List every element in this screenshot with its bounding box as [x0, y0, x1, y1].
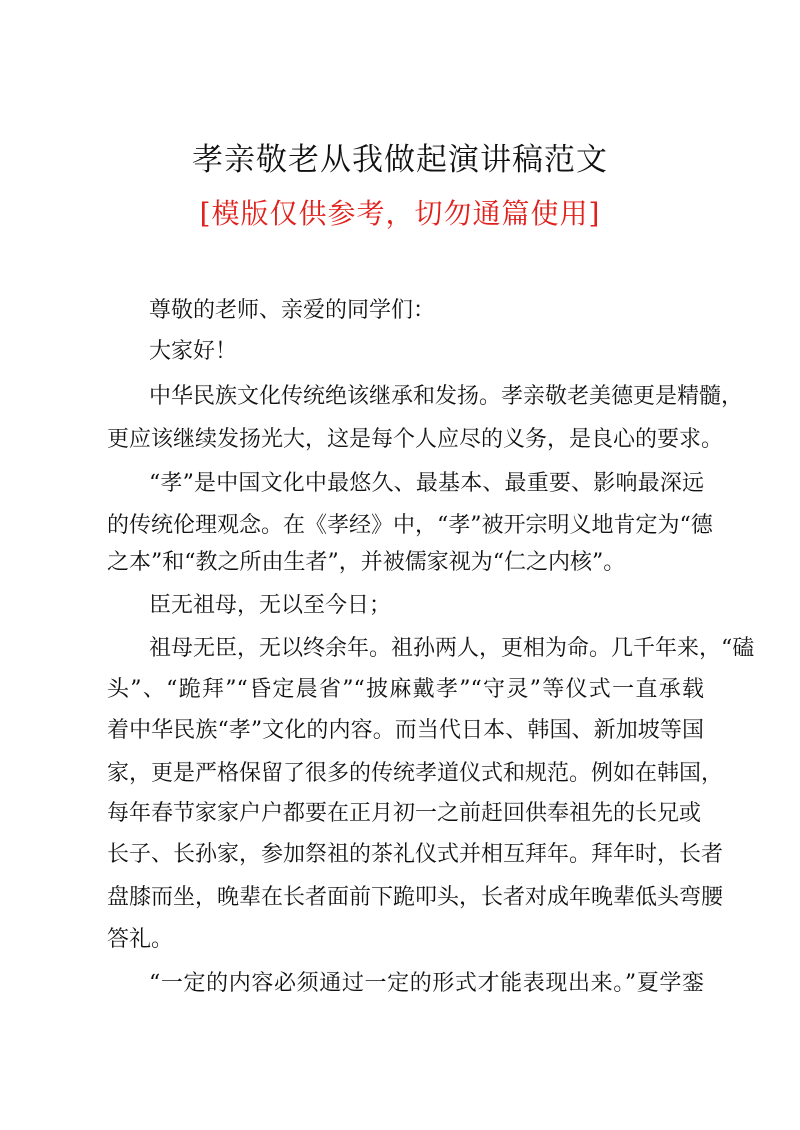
body-text-line: 祖母无臣，无以终余年。祖孙两人，更相为命。几千年来，“磕: [149, 636, 755, 661]
body-text-line: 更应该继续发扬光大，这是每个人应尽的义务，是良心的要求。: [107, 427, 724, 452]
document-title: 孝亲敬老从我做起演讲稿范文: [192, 142, 608, 178]
body-text-line: 臣无祖母，无以至今日；: [149, 593, 392, 618]
body-text-line: 答礼。: [107, 927, 174, 952]
salutation-line: 尊敬的老师、亲爱的同学们：: [149, 298, 436, 323]
body-text-line: 之本”和“教之所由生者”，并被儒家视为“仁之内核”。: [107, 550, 626, 575]
body-text-line: 的传统伦理观念。在《孝经》中，“孝”被开宗明义地肯定为“德: [107, 513, 713, 538]
body-text-line: 每年春节家家户户都要在正月初一之前赶回供奉祖先的长兄或: [107, 801, 702, 826]
body-text-line: 着中华民族“孝”文化的内容。而当代日本、韩国、新加坡等国: [107, 718, 704, 743]
body-text-line: 家，更是严格保留了很多的传统孝道仪式和规范。例如在韩国，: [107, 761, 724, 786]
body-text-line: “孝”是中国文化中最悠久、最基本、最重要、影响最深远: [149, 471, 704, 496]
template-disclaimer: [模版仅供参考，切勿通篇使用]: [199, 197, 601, 230]
body-text-line: 盘膝而坐，晚辈在长者面前下跪叩头，长者对成年晚辈低头弯腰: [107, 885, 724, 910]
body-text-line: 中华民族文化传统绝该继承和发扬。孝亲敬老美德更是精髓，: [149, 384, 744, 409]
greeting-line: 大家好！: [149, 339, 238, 364]
body-text-line: 头”、“跪拜”“昏定晨省”“披麻戴孝”“守灵”等仪式一直承载: [107, 677, 704, 702]
body-text-line: 长子、长孙家，参加祭祖的茶礼仪式并相互拜年。拜年时，长者: [107, 842, 724, 867]
body-text-line: “一定的内容必须通过一定的形式才能表现出来。”夏学銮: [149, 971, 704, 996]
